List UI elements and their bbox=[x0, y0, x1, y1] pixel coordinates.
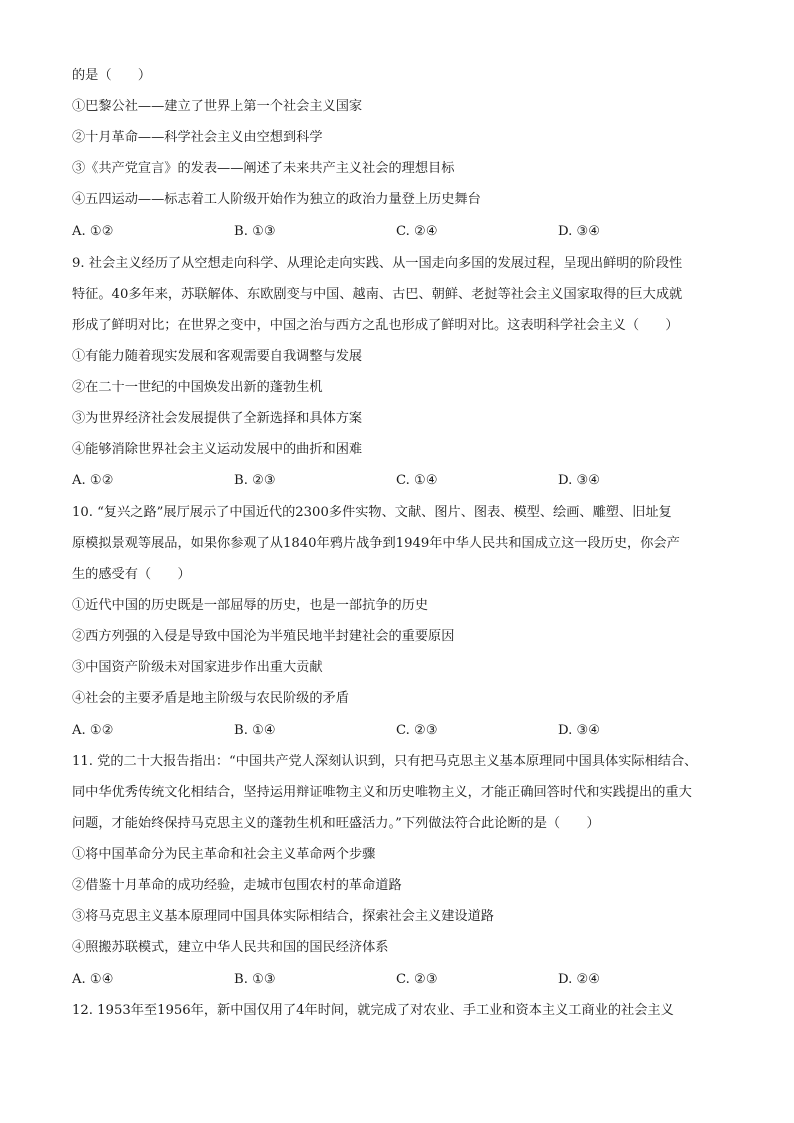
q11-option-c[interactable]: C. ②③ bbox=[396, 972, 438, 987]
q9-item-3: ③为世界经济社会发展提供了全新选择和具体方案 bbox=[72, 411, 363, 426]
q10-item-3: ③中国资产阶级未对国家进步作出重大贡献 bbox=[72, 660, 323, 675]
q10-stem-line-3: 生的感受有（ ） bbox=[72, 567, 191, 582]
q11-option-d[interactable]: D. ②④ bbox=[558, 972, 601, 987]
q10-option-d[interactable]: D. ③④ bbox=[558, 723, 601, 738]
q9-item-2: ②在二十一世纪的中国焕发出新的蓬勃生机 bbox=[72, 380, 323, 395]
q8-option-c[interactable]: C. ②④ bbox=[396, 224, 438, 239]
q8-item-1: ①巴黎公社——建立了世界上第一个社会主义国家 bbox=[72, 99, 363, 114]
q9-stem-line-1: 9. 社会主义经历了从空想走向科学、从理论走向实践、从一国走向多国的发展过程，呈现出鲜明的阶段性 bbox=[72, 256, 683, 271]
q10-options bbox=[72, 721, 732, 741]
q11-item-1: ①将中国革命分为民主革命和社会主义革命两个步骤 bbox=[72, 847, 376, 862]
q11-option-a[interactable]: A. ①④ bbox=[72, 972, 114, 987]
q12-stem-line-1: 12. 1953年至1956年，新中国仅用了4年时间，就完成了对农业、手工业和资本主义工商业的社会主义 bbox=[72, 1003, 674, 1018]
q9-option-b[interactable]: B. ②③ bbox=[234, 473, 276, 488]
q10-option-a[interactable]: A. ①② bbox=[72, 723, 114, 738]
q9-option-d[interactable]: D. ③④ bbox=[558, 473, 601, 488]
q8-item-2: ②十月革命——科学社会主义由空想到科学 bbox=[72, 130, 323, 145]
q9-item-4: ④能够消除世界社会主义运动发展中的曲折和困难 bbox=[72, 442, 363, 457]
q11-item-2: ②借鉴十月革命的成功经验，走城市包围农村的革命道路 bbox=[72, 878, 402, 893]
q8-item-3: ③《共产党宣言》的发表——阐述了未来共产主义社会的理想目标 bbox=[72, 161, 455, 176]
q10-stem-line-1: 10. “复兴之路”展厅展示了中国近代的2300多件实物、文献、图片、图表、模型、绘画、雕塑、旧址复 bbox=[72, 505, 672, 520]
q8-options bbox=[72, 222, 732, 242]
q11-option-b[interactable]: B. ①③ bbox=[234, 972, 276, 987]
q11-options bbox=[72, 970, 732, 990]
q11-stem-line-2: 同中华优秀传统文化相结合，坚持运用辩证唯物主义和历史唯物主义，才能正确回答时代和实践提出的重大 bbox=[72, 785, 692, 800]
q11-item-3: ③将马克思主义基本原理同中国具体实际相结合，探索社会主义建设道路 bbox=[72, 909, 494, 924]
q10-stem-line-2: 原模拟景观等展品，如果你参观了从1840年鸦片战争到1949年中华人民共和国成立这一段历史，你会产 bbox=[72, 536, 680, 551]
q8-stem-tail: 的是（ ） bbox=[72, 68, 152, 83]
q10-option-b[interactable]: B. ①④ bbox=[234, 723, 276, 738]
q9-option-a[interactable]: A. ①② bbox=[72, 473, 114, 488]
q8-option-b[interactable]: B. ①③ bbox=[234, 224, 276, 239]
q9-options bbox=[72, 471, 732, 491]
q9-option-c[interactable]: C. ①④ bbox=[396, 473, 438, 488]
q8-option-d[interactable]: D. ③④ bbox=[558, 224, 601, 239]
q8-option-a[interactable]: A. ①② bbox=[72, 224, 114, 239]
q11-stem-line-3: 问题，才能始终保持马克思主义的蓬勃生机和旺盛活力。”下列做法符合此论断的是（ ） bbox=[72, 816, 600, 831]
q8-item-4: ④五四运动——标志着工人阶级开始作为独立的政治力量登上历史舞台 bbox=[72, 192, 481, 207]
q10-item-1: ①近代中国的历史既是一部屈辱的历史，也是一部抗争的历史 bbox=[72, 598, 429, 613]
q11-stem-line-1: 11. 党的二十大报告指出：“中国共产党人深刻认识到，只有把马克思主义基本原理同中国具体实际相结合、 bbox=[72, 754, 698, 769]
q11-item-4: ④照搬苏联模式，建立中华人民共和国的国民经济体系 bbox=[72, 940, 389, 955]
q9-stem-line-3: 形成了鲜明对比；在世界之变中，中国之治与西方之乱也形成了鲜明对比。这表明科学社会主义（ ） bbox=[72, 318, 679, 333]
q10-item-4: ④社会的主要矛盾是地主阶级与农民阶级的矛盾 bbox=[72, 691, 349, 706]
q9-stem-line-2: 特征。40多年来，苏联解体、东欧剧变与中国、越南、古巴、朝鲜、老挝等社会主义国家取得的巨大成就 bbox=[72, 287, 683, 302]
q10-option-c[interactable]: C. ②③ bbox=[396, 723, 438, 738]
q9-item-1: ①有能力随着现实发展和客观需要自我调整与发展 bbox=[72, 349, 363, 364]
q10-item-2: ②西方列强的入侵是导致中国沦为半殖民地半封建社会的重要原因 bbox=[72, 629, 455, 644]
